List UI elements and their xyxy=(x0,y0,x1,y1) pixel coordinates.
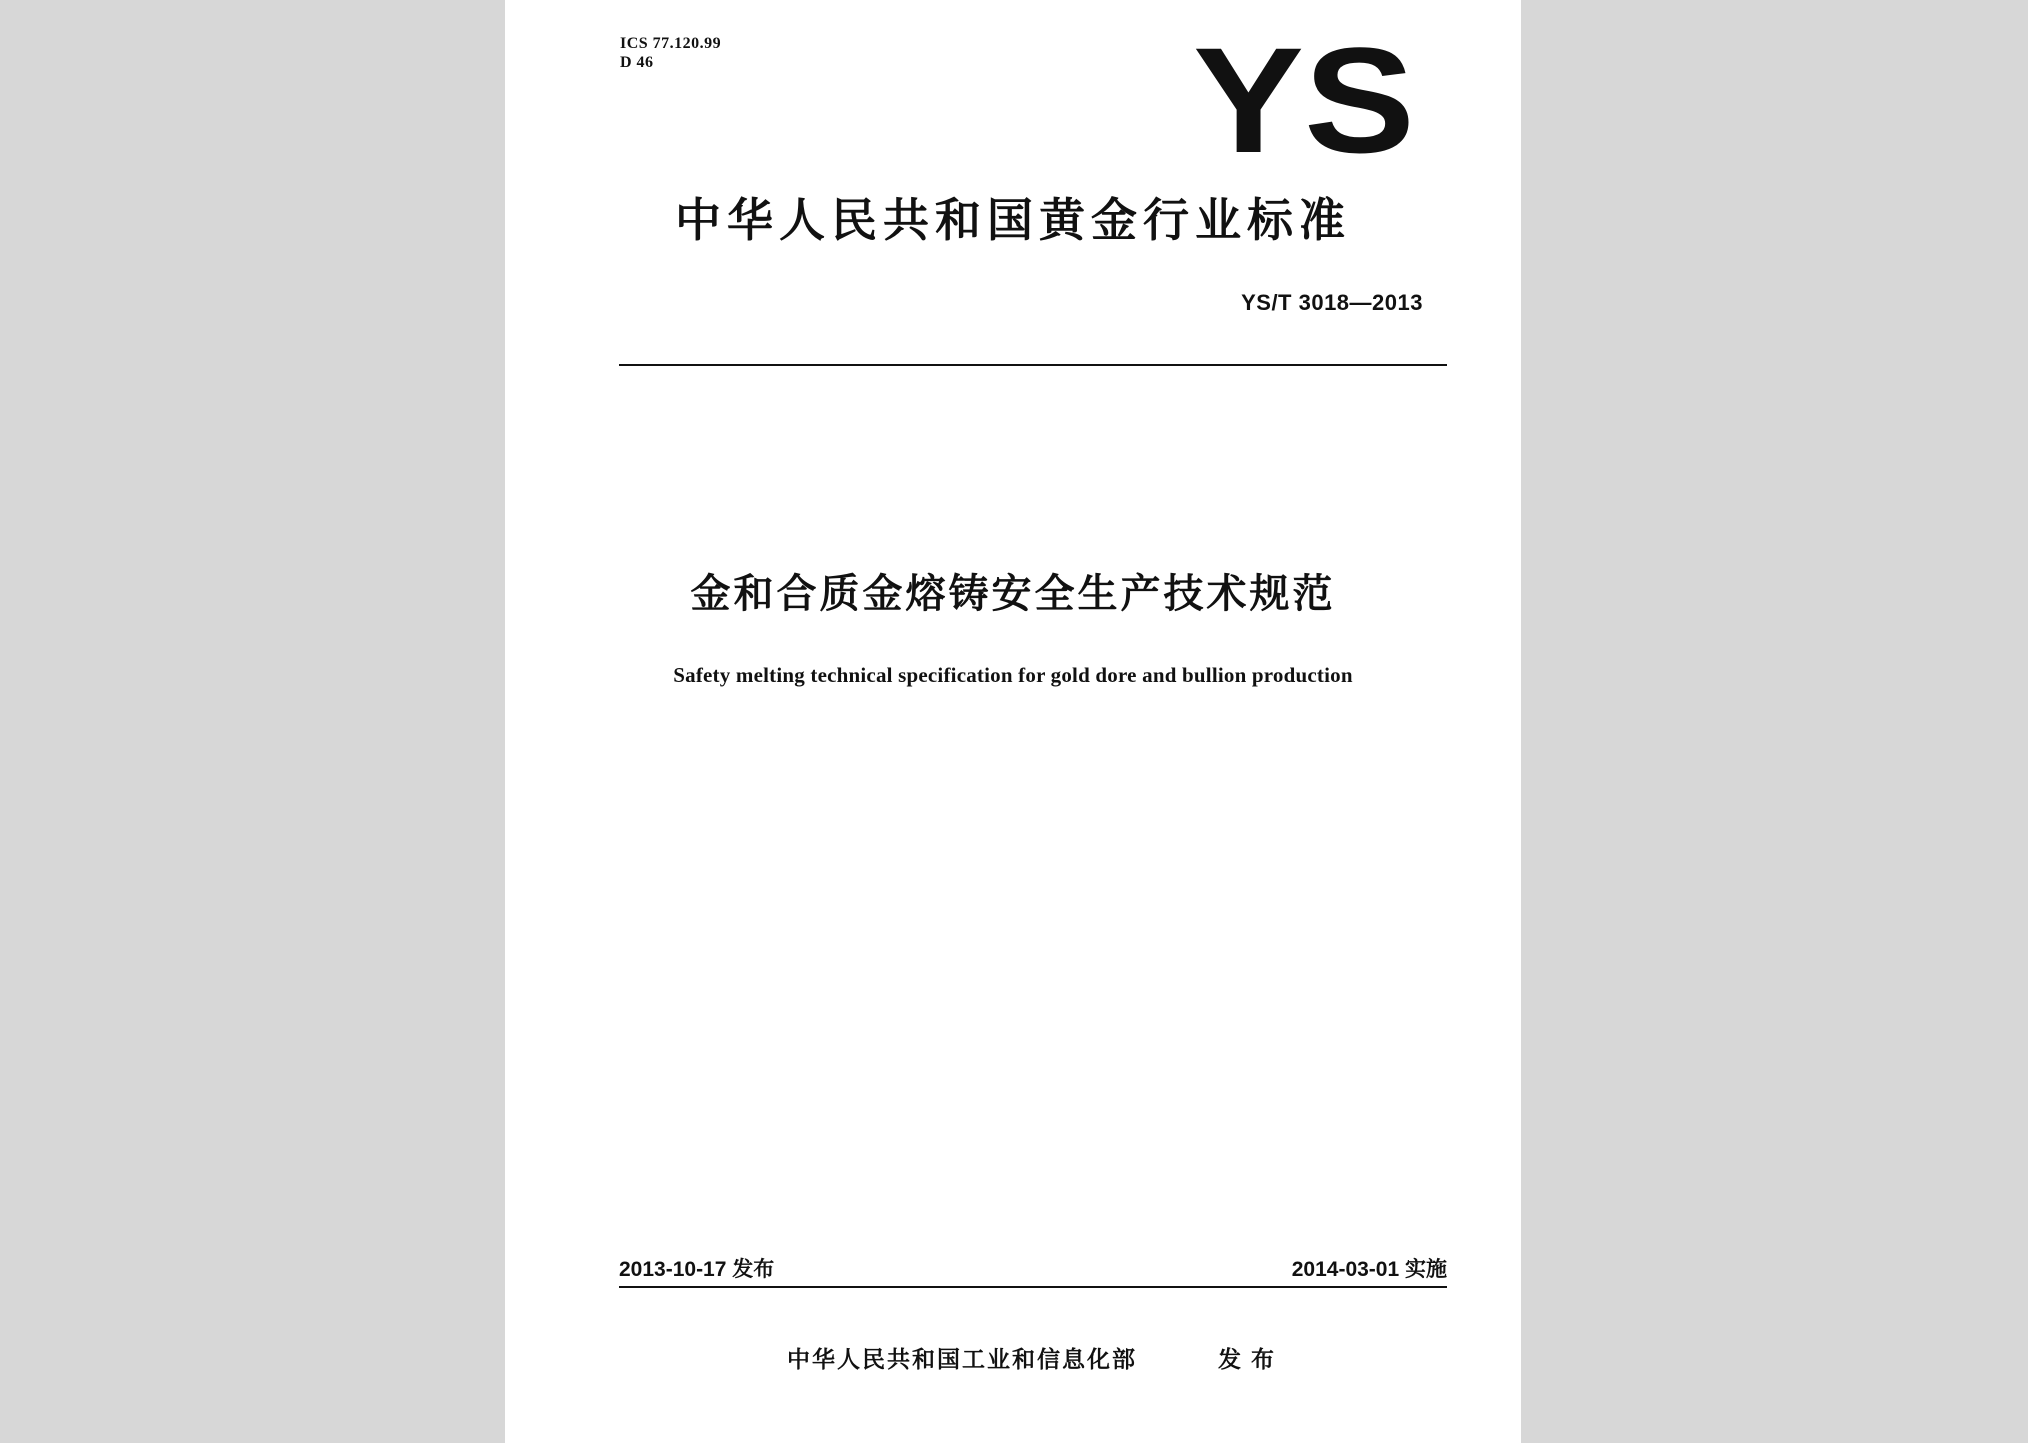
ics-code: ICS 77.120.99 xyxy=(620,35,722,52)
publisher-name: 中华人民共和国工业和信息化部 xyxy=(787,1347,1137,1373)
implementation-date: 2014-03-01 实施 xyxy=(1291,1258,1447,1281)
header-divider xyxy=(619,364,1447,366)
document-title-chinese: 金和合质金熔铸安全生产技术规范 xyxy=(690,571,1336,617)
ys-logo xyxy=(1191,38,1417,156)
publish-label: 发布 xyxy=(1218,1347,1284,1373)
industry-standard-heading: 中华人民共和国黄金行业标准 xyxy=(675,193,1351,247)
classification-codes xyxy=(620,34,721,72)
issue-date: 2013-10-17 发布 xyxy=(619,1258,775,1281)
standard-cover-page xyxy=(505,0,1521,1443)
footer-divider xyxy=(619,1286,1447,1288)
ccs-code: D 46 xyxy=(620,54,654,71)
standard-number: YS/T 3018—2013 xyxy=(1241,290,1423,315)
document-title-english: Safety melting technical specification for gold dore and bullion production xyxy=(673,663,1353,687)
ys-logo-text: YS xyxy=(1193,38,1415,156)
